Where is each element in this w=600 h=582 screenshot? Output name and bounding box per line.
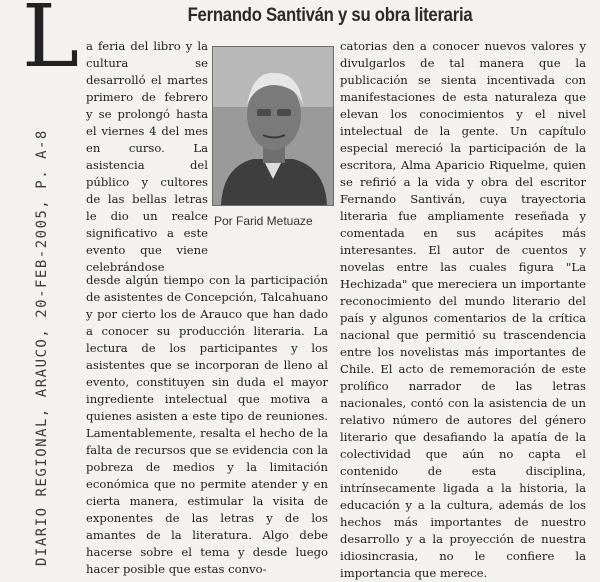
col1-top-text: a feria del libro y la cultura se desarrolló el martes primero de febrero y se prolongó hasta el viernes 4 del mes en curso. La asistencia del público y cultores de las bellas letras le dio un realce significativo a este evento que viene celebrándose — [86, 39, 208, 274]
column-1-top — [86, 38, 208, 276]
author-photo — [212, 46, 334, 206]
col2-text: catorias den a conocer nuevos valores y divulgarlos de tal manera que la publicación se sienta incentivada con manifestaciones de esta naturaleza que elevan los conocimientos y el nivel intelectual de la gente. Un capítulo especial mereció la participación de la escritora, Alma Aparicio Riquelme, quien se refirió a la vida y obra del escritor Fernando Santiván, cuya trayectoria literaria fue ampliamente reseñada y comentada en sus acápites más interesantes. El autor de cuentos y novelas entre las cuales figura "La Hechizada" que mereciera un importante reconocimiento del mundo literario del país y algunos comentarios de la crítica nacional que permitió su trascendencia entre los novelistas más importantes de Chile. El acto de rememoración de este prolífico narrador de las letras nacionales, contó con la asistencia de un relativo número de autores del género literario que desafiando la apatía de la colectividad que aún no capta el contenido de esta disciplina, intrínsecamente ligada a la historia, la educación y a la cultura, además de los hechos más importantes de nuestro desarrollo y a la proyección de nuestra idiosincrasia, no le confiere la importancia que merece. — [340, 39, 586, 580]
column-2 — [340, 38, 586, 580]
portrait-image — [213, 47, 333, 205]
handwritten-source-note: DIARIO REGIONAL, ARAUCO, 20-FEB-2005, P. A-8 — [34, 129, 50, 566]
col1-bottom-text: desde algún tiempo con la participación de asistentes de Concepción, Talcahuano y por cierto los de Arauco que han dado a conocer su producción literaria. La lectura de los participantes y los asistentes que se incorporan de lleno al evento, constituyen sin duda el mayor ingrediente intelectual que motiva a quienes asisten a este tipo de reuniones. Lamentablemente, resalta el hecho de la falta de recursos que se evidencia con la pobreza de medios y la limitación económica que no permite atender y en cierta manera, estimular la visita de exponentes de las letras y de los amantes de la literatura. Algo debe hacerse sobre el tema y desde luego hacer posible que estas convo- — [86, 273, 328, 576]
photo-caption: Por Farid Metuaze — [214, 214, 313, 228]
headline: Fernando Santiván y su obra literaria — [187, 5, 473, 26]
drop-cap: L — [22, 0, 80, 87]
column-1-bottom — [86, 272, 328, 576]
